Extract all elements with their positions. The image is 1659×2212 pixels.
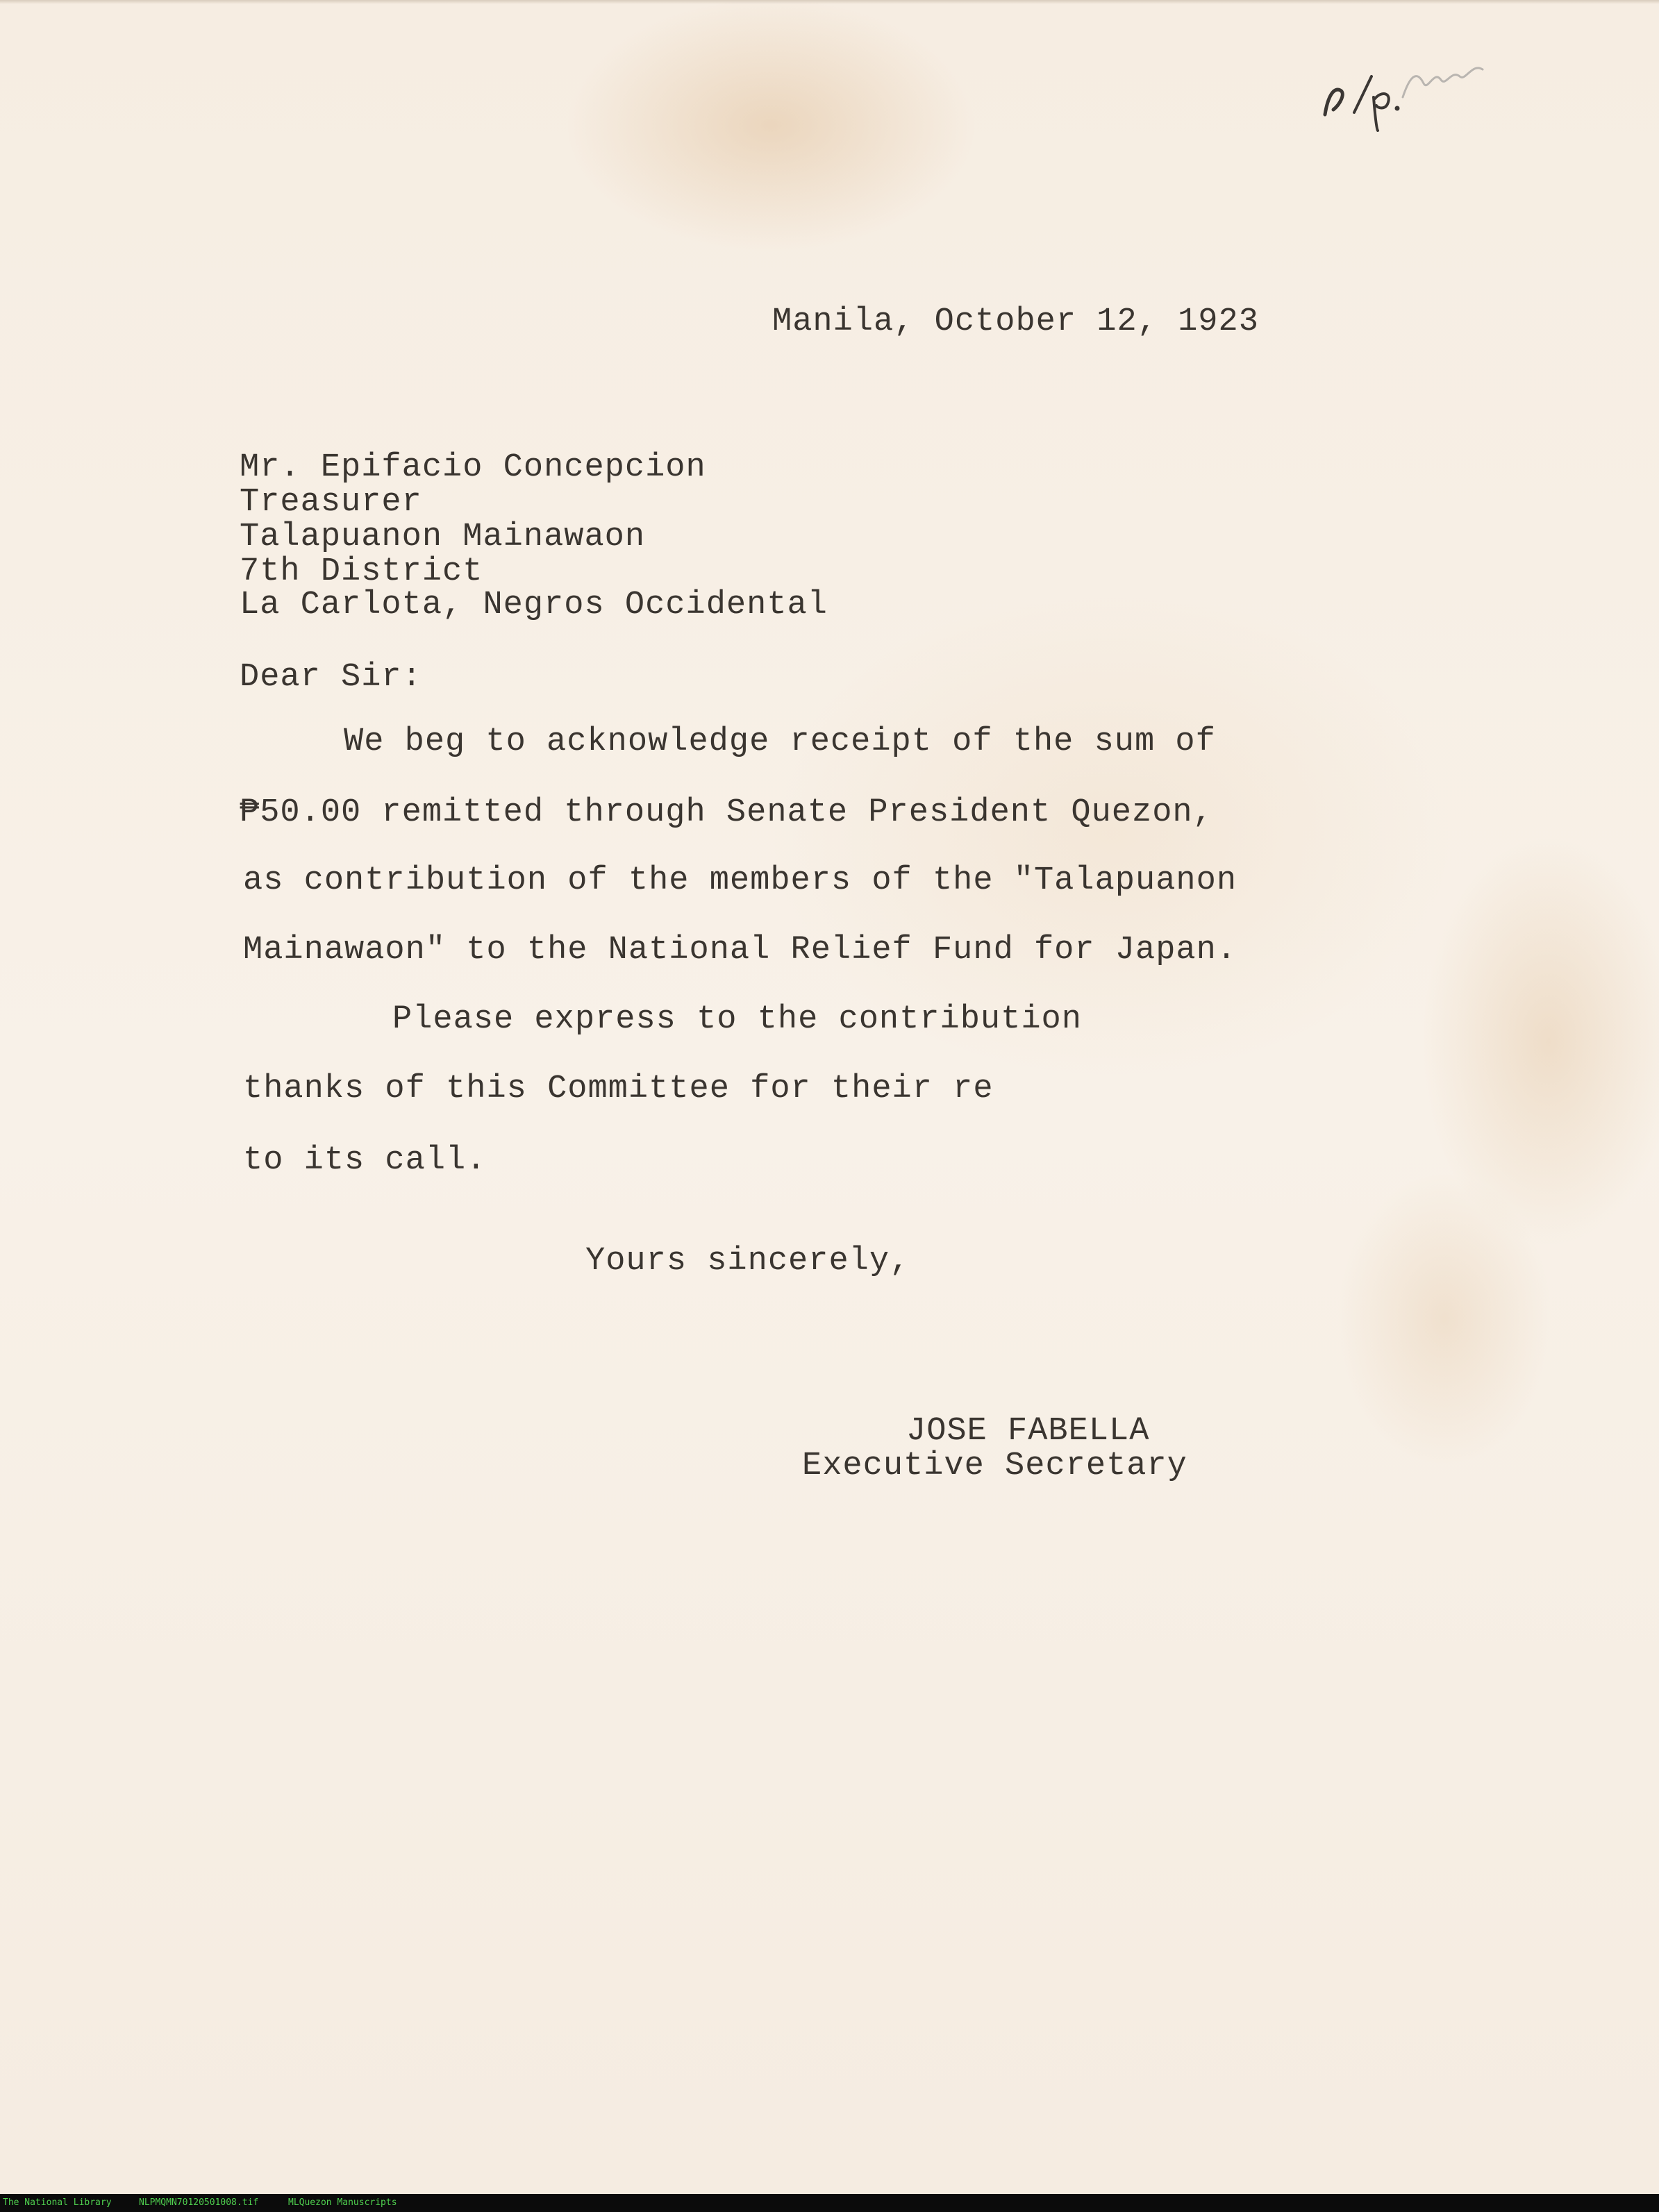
paragraph1-line: We beg to acknowledge receipt of the sum of (344, 723, 1216, 760)
paragraph1-line: as contribution of the members of the "Talapuanon (243, 862, 1237, 899)
footer-file: NLPMQMN70120501008.tif (139, 2197, 259, 2208)
salutation: Dear Sir: (240, 659, 422, 696)
footer-collection: MLQuezon Manuscripts (288, 2197, 397, 2208)
signatory-title: Executive Secretary (802, 1448, 1187, 1484)
closing: Yours sincerely, (585, 1243, 910, 1280)
signatory-name: JOSE FABELLA (906, 1413, 1150, 1450)
recipient-location: La Carlota, Negros Occidental (240, 587, 828, 623)
paragraph1-line: ₱50.00 remitted through Senate President Quezon, (240, 794, 1213, 831)
page-top-edge (0, 0, 1659, 4)
recipient-title: Treasurer (240, 484, 422, 521)
recipient-district: 7th District (240, 553, 483, 590)
footer-library: The National Library (3, 2197, 112, 2208)
recipient-organization: Talapuanon Mainawaon (240, 519, 646, 555)
paragraph1-line: Mainawaon" to the National Relief Fund for Japan. (243, 932, 1237, 969)
handwritten-annotation (1312, 49, 1493, 132)
paragraph2-line: to its call. (243, 1142, 487, 1179)
paragraph2-line: Please express to the contribution (392, 1001, 1082, 1038)
paragraph2-line: thanks of this Committee for their re (243, 1071, 994, 1107)
letter-dateline: Manila, October 12, 1923 (772, 303, 1259, 340)
recipient-name: Mr. Epifacio Concepcion (240, 449, 706, 486)
